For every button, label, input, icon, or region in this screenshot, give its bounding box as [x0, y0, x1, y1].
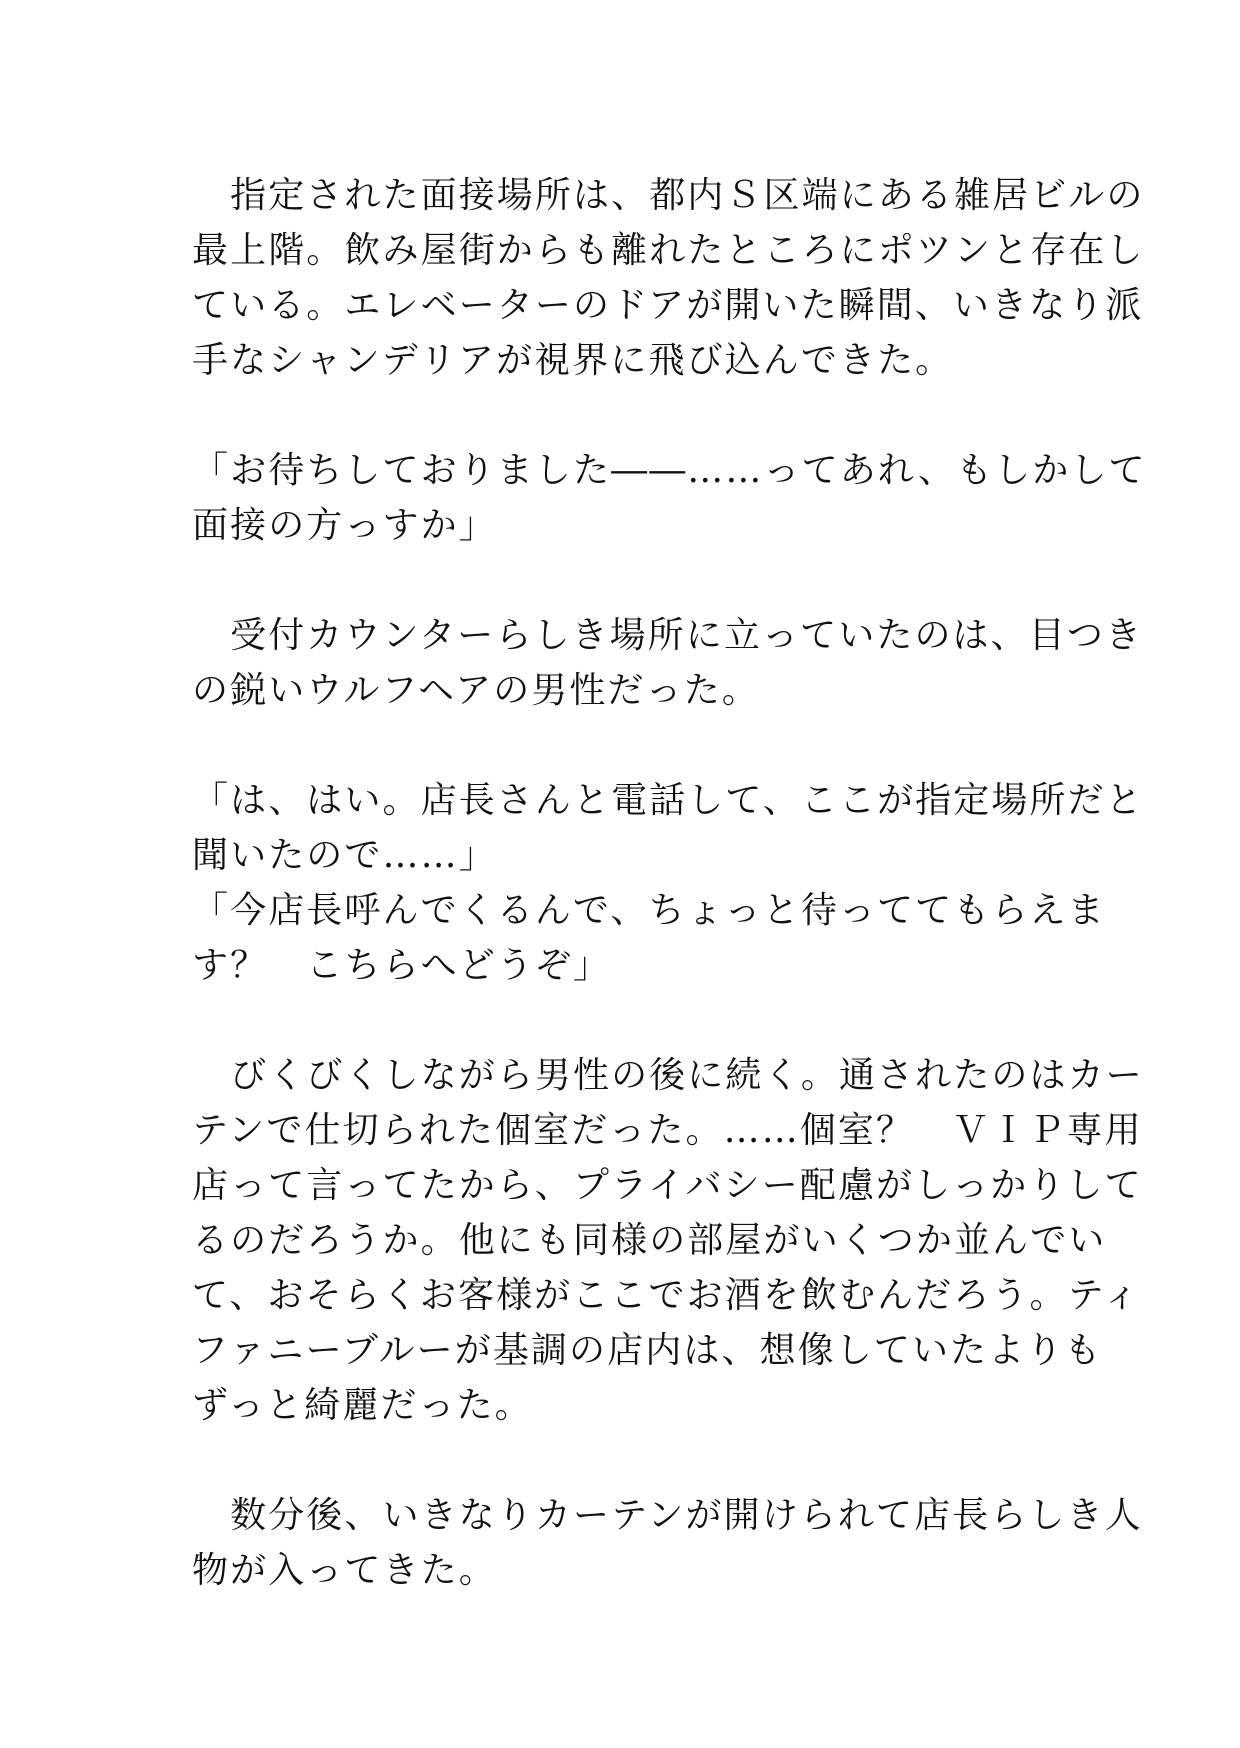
text-line: て、おそらくお客様がここでお酒を飲むんだろう。ティ	[192, 1275, 1141, 1316]
text-line: ファニーブルーが基調の店内は、想像していたよりも	[192, 1330, 1103, 1371]
text-line: 物が入ってきた。	[192, 1550, 497, 1591]
text-line: 「お待ちしておりました――……ってあれ、もしかして	[192, 450, 1147, 491]
text-line: 数分後、いきなりカーテンが開けられて店長らしき人	[192, 1495, 1143, 1536]
text-line: 「今店長呼んでくるんで、ちょっと待っててもらえま	[192, 890, 1106, 931]
text-line: 聞いたので……」	[192, 835, 497, 876]
text-line: 指定された面接場所は、都内Ｓ区端にある雑居ビルの	[192, 175, 1145, 216]
text-line: 手なシャンデリアが視界に飛び込んできた。	[192, 340, 954, 381]
text-line: テンで仕切られた個室だった。……個室？ ＶＩＰ専用	[192, 1110, 1143, 1151]
text-line: ている。エレベーターのドアが開いた瞬間、いきなり派	[192, 285, 1144, 326]
text-line: ずっと綺麗だった。	[192, 1385, 533, 1426]
text-line: 最上階。飲み屋街からも離れたところにポツンと存在し	[192, 230, 1145, 271]
text-line: す？ こちらへどうぞ」	[192, 945, 612, 986]
text-line: 面接の方っすか」	[192, 505, 497, 546]
text-line: の鋭いウルフヘアの男性だった。	[192, 670, 760, 711]
text-line: 「は、はい。店長さんと電話して、ここが指定場所だと	[192, 780, 1144, 821]
text-line: るのだろうか。他にも同様の部屋がいくつか並んでい	[192, 1220, 1107, 1261]
text-line: 受付カウンターらしき場所に立っていたのは、目つき	[192, 615, 1144, 656]
text-line: 店って言ってたから、プライバシー配慮がしっかりして	[192, 1165, 1143, 1206]
text-line: びくびくしながら男性の後に続く。通されたのはカー	[192, 1055, 1144, 1096]
